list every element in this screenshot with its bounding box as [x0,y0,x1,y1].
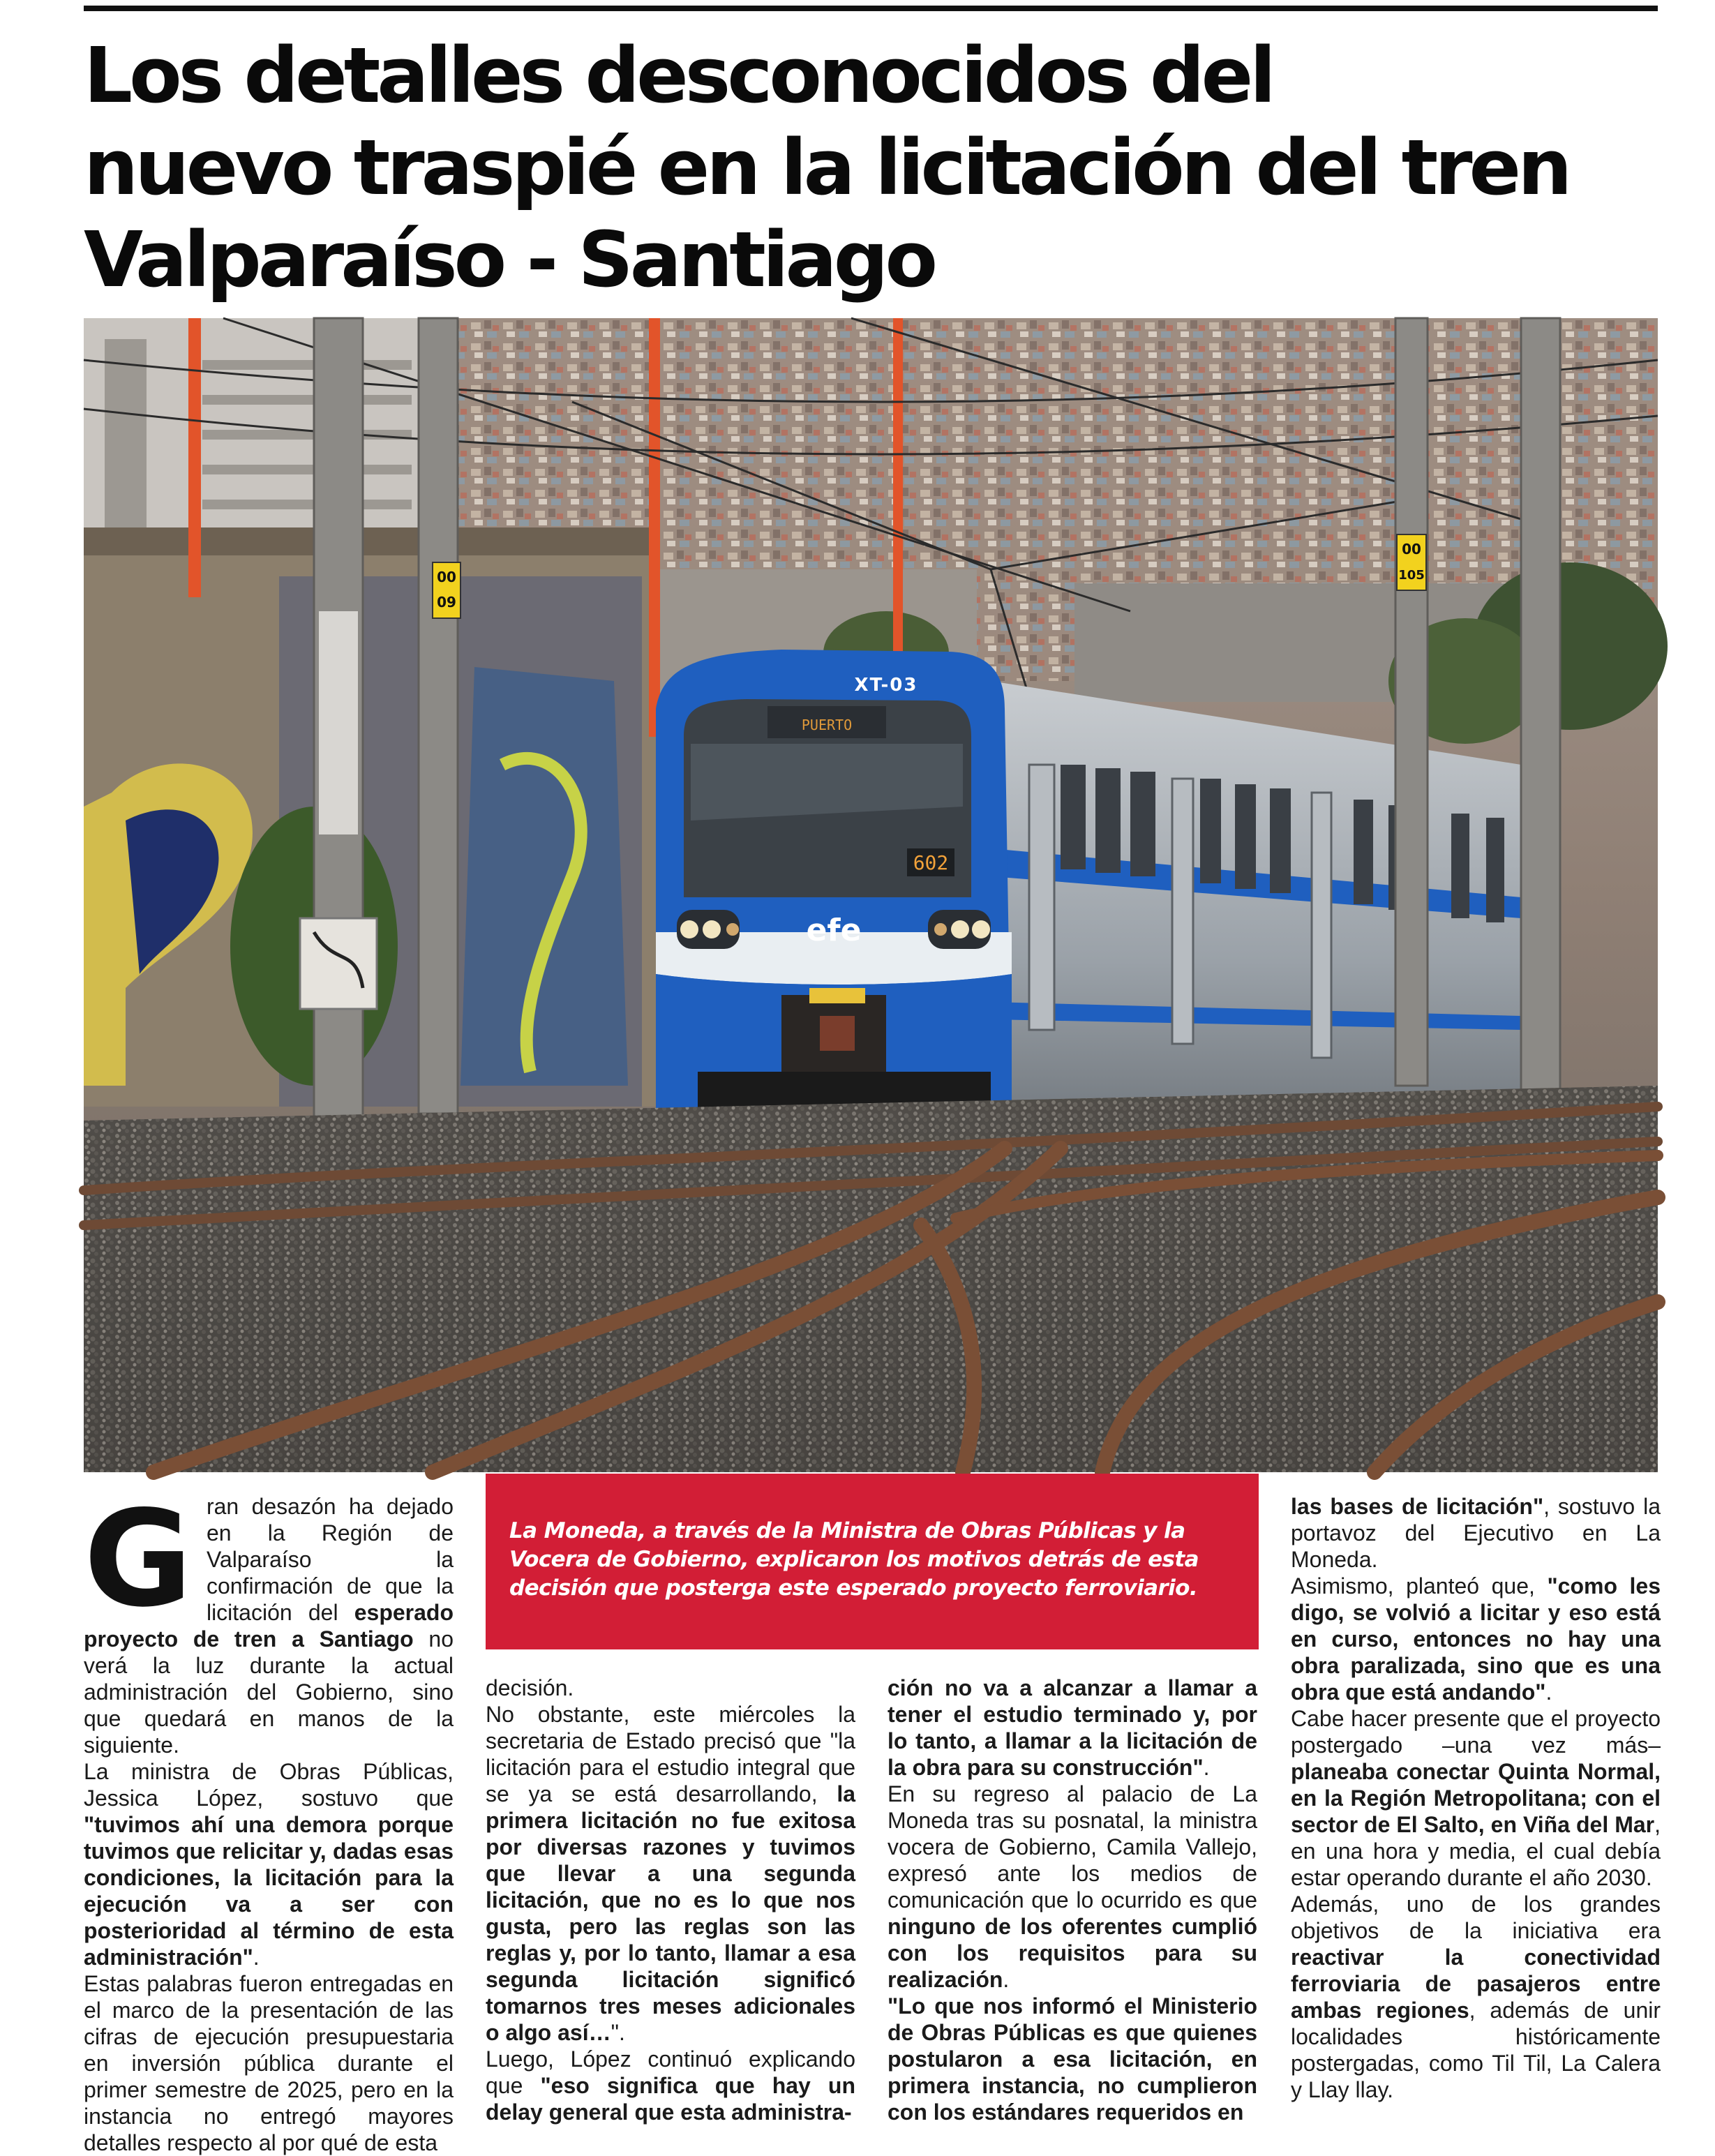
pull-quote-box [486,1474,1259,1649]
text-run: Además, uno de los grandes objetivos de la iniciativa era [1291,1892,1661,1943]
col4-paragraph-2 [1291,1573,1661,1705]
text-run: En su regreso al palacio de La Moneda tras su posnatal, la ministra vocera de Gobierno, Camila Vallejo, expresó ante los medios de comunicación que lo ocurrido es que [888,1781,1257,1912]
text-run: . [1545,1679,1552,1705]
text-run: , además de unir localidades históricamente postergadas, como Til Til, La Calera y Llay llay. [1291,1998,1661,2102]
efe-logo: efe [806,913,862,948]
headlights-left [677,910,740,949]
text-run: , sostuvo la portavoz del Ejecutivo en La Moneda. [1291,1494,1661,1572]
text-run: no verá la luz durante la actual administración del Gobierno, sino que quedará en manos de la siguiente. [84,1626,454,1758]
pull-quote-text: La Moneda, a través de la Ministra de Obras Públicas y la Vocera de Gobierno, explicaron los motivos detrás de esta decisión que posterga este esperado proyecto ferroviario. [509,1518,1199,1601]
headline-line-3: Valparaíso - Santiago [84,215,935,304]
column-2 [486,1675,855,2125]
text-run: , en una hora y media, el cual debía estar operando durante el año 2030. [1291,1812,1661,1890]
text-run: La ministra de Obras Públicas, Jessica López, sostuvo que [84,1759,454,1811]
train-number-display: 602 [913,851,949,874]
train-photo [84,318,1658,1472]
column-1 [84,1482,454,2156]
col3-paragraph-1 [888,1675,1257,1781]
svg-text:PUERTO: PUERTO [801,717,853,733]
col1-paragraph-3: Estas palabras fueron entregadas en el marco de la presentación de las cifras de ejecución presupuestaria en inversión pública durante el primer semestre de 2025, pero en la instancia no entregó mayores detalles respecto al por qué de esta [84,1971,454,2155]
bold-run: "Lo que nos informó el Ministerio de Obras Públicas es que quienes postularon a esa licitación, en primera instancia, no cumplieron con los estándares requeridos en [888,1993,1257,2125]
bold-run: "como les digo, se volvió a licitar y eso está en curso, entonces no hay una obra paralizada, sino que es una obra que está andando" [1291,1573,1661,1705]
column-3 [888,1675,1257,2125]
text-run: ". [611,2020,625,2045]
col2-paragraph-1: decisión. [486,1675,574,1700]
text-run: ran desazón ha dejado en la Región de Valparaíso la confirmación de que la licitación del [206,1494,454,1625]
text-run: No obstante, este miércoles la secretaria de Estado precisó que "la licitación para el estudio integral que se ya se está desarrollando, [486,1702,855,1806]
col4-paragraph-3 [1291,1705,1661,1891]
train-code: XT-03 [854,675,918,696]
col2-paragraph-2 [486,1701,855,2046]
headlights-right [928,910,991,949]
text-run: . [1003,1967,1010,1992]
col4-paragraph-1 [1291,1493,1661,1573]
bold-run: "tuvimos ahí una demora porque tuvimos que relicitar y, dadas esas condiciones, la licitación para la ejecución va a ser con posterioridad al término de esta administración" [84,1812,454,1970]
text-run: . [253,1945,260,1970]
col2-paragraph-3 [486,2046,855,2125]
text-run: Asimismo, planteó que, [1291,1573,1548,1599]
bold-run: reactivar la conectividad ferroviaria de pasajeros entre ambas regiones [1291,1945,1661,2023]
headline-line-1: Los detalles desconocidos del [84,31,1273,120]
pole-sign-right-2: 105 [1398,568,1425,583]
col3-paragraph-3 [888,1993,1257,2125]
headline-line-2: nuevo traspié en la licitación del tren [84,123,1569,212]
text-run: . [1203,1755,1210,1780]
top-rule [84,6,1658,11]
column-4 [1291,1493,1661,2103]
pole-sign-left-1: 00 [437,569,456,585]
bold-run: ninguno de los oferentes cumplió con los requisitos para su realización [888,1914,1257,1992]
bold-run: ción no va a alcanzar a llamar a tener el estudio terminado y, por lo tanto, a llamar a la licitación de la obra para su construcción" [888,1675,1257,1780]
text-run: Luego, López continuó explicando que [486,2046,855,2098]
bold-run: "eso significa que hay un delay general que esta administra- [486,2073,856,2125]
bold-run: la primera licitación no fue exitosa por diversas razones y tuvimos que llevar a una segunda licitación, que no es lo que nos gusta, pero las reglas son las reglas y, por lo tanto, llamar a esa segunda licitación significó tomarnos tres meses adicionales o algo así… [486,1781,855,2045]
bold-run: las bases de licitación" [1291,1494,1544,1519]
col3-paragraph-2 [888,1781,1257,1993]
headline [84,29,1658,306]
pole-sign-right-1: 00 [1402,541,1421,557]
col1-paragraph-2 [84,1758,454,1970]
text-run: Cabe hacer presente que el proyecto postergado –una vez más– [1291,1706,1661,1758]
pole-sign-left-2: 09 [437,594,456,611]
bold-run: esperado proyecto de tren a Santiago [84,1600,454,1652]
dropcap: G [84,1482,193,1636]
bold-run: planeaba conectar Quinta Normal, en la Región Metropolitana; con el sector de El Salto, en Viña del Mar [1291,1759,1661,1837]
col4-paragraph-4 [1291,1891,1661,2103]
